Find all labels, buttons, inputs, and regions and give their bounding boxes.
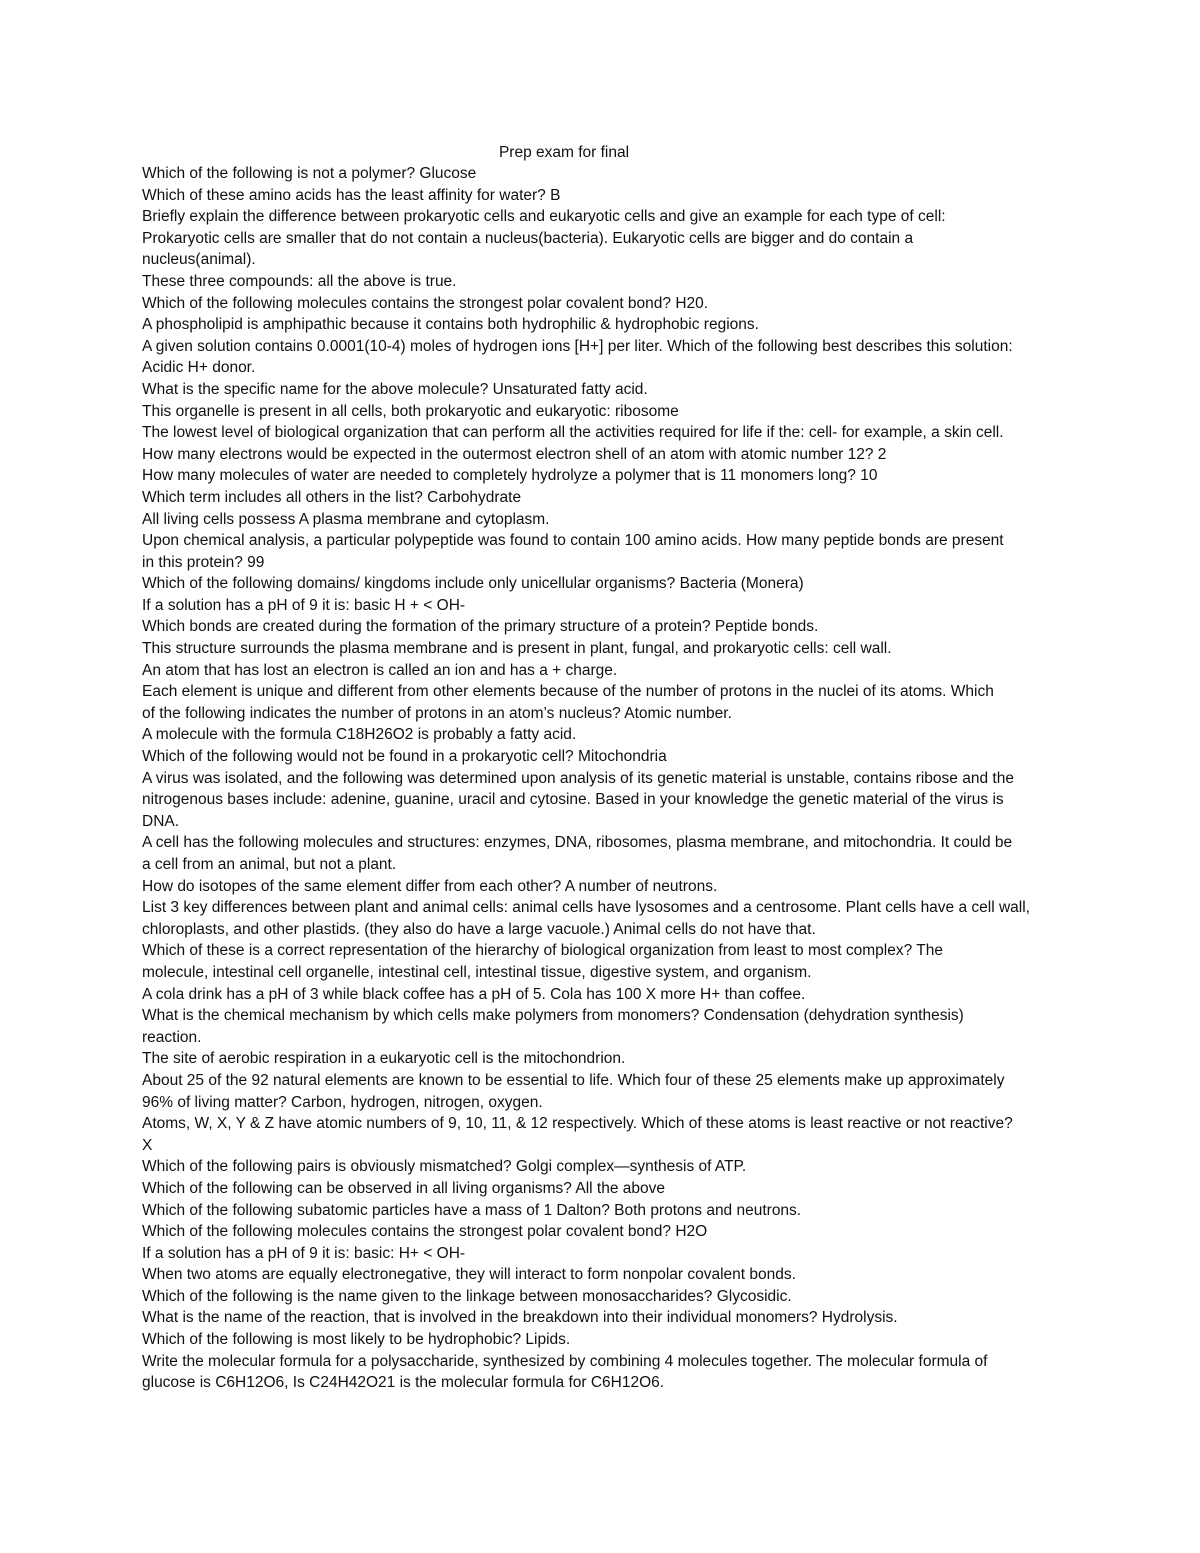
text-line: A given solution contains 0.0001(10-4) moles of hydrogen ions [H+] per liter. Which of the following best describes this solution: bbox=[142, 337, 1013, 355]
text-line: A molecule with the formula C18H26O2 is probably a fatty acid. bbox=[142, 726, 577, 744]
text-line: What is the name of the reaction, that is involved in the breakdown into their individual monomers? Hydrolysis. bbox=[142, 1309, 898, 1327]
text-line: Which of the following would not be found in a prokaryotic cell? Mitochondria bbox=[142, 748, 667, 766]
text-line: The lowest level of biological organization that can perform all the activities required for life if the: cell- for example, a skin cell. bbox=[142, 424, 1004, 442]
text-line: glucose is C6H12O6, Is C24H42O21 is the molecular formula for C6H12O6. bbox=[142, 1374, 665, 1392]
text-line: A cell has the following molecules and structures: enzymes, DNA, ribosomes, plasma membrane, and mitochondria. It could be bbox=[142, 834, 1013, 852]
text-line: Which of the following domains/ kingdoms include only unicellular organisms? Bacteria (Monera) bbox=[142, 575, 804, 593]
text-line: This structure surrounds the plasma membrane and is present in plant, fungal, and prokaryotic cells: cell wall. bbox=[142, 640, 892, 658]
text-line: What is the specific name for the above molecule? Unsaturated fatty acid. bbox=[142, 380, 648, 398]
text-line: Which of the following is most likely to be hydrophobic? Lipids. bbox=[142, 1331, 571, 1349]
text-line: Which of these amino acids has the least affinity for water? B bbox=[142, 186, 561, 204]
text-line: An atom that has lost an electron is called an ion and has a + charge. bbox=[142, 661, 618, 679]
text-line: in this protein? 99 bbox=[142, 553, 265, 571]
text-line: What is the chemical mechanism by which cells make polymers from monomers? Condensation (dehydration synthesis) bbox=[142, 1007, 964, 1025]
text-line: Each element is unique and different from other elements because of the number of protons in the nuclei of its atoms. Which bbox=[142, 683, 994, 701]
text-line: Which of the following molecules contains the strongest polar covalent bond? H2O bbox=[142, 1223, 708, 1241]
text-line: of the following indicates the number of protons in an atom’s nucleus? Atomic number. bbox=[142, 704, 732, 722]
text-line: Which of the following subatomic particles have a mass of 1 Dalton? Both protons and neutrons. bbox=[142, 1201, 802, 1219]
text-line: Prokaryotic cells are smaller that do not contain a nucleus(bacteria). Eukaryotic cells are bigger and do contain a bbox=[142, 229, 914, 247]
text-line: When two atoms are equally electronegative, they will interact to form nonpolar covalent bonds. bbox=[142, 1266, 796, 1284]
text-line: Which bonds are created during the formation of the primary structure of a protein? Peptide bonds. bbox=[142, 618, 819, 636]
text-line: How many molecules of water are needed to completely hydrolyze a polymer that is 11 monomers long? 10 bbox=[142, 467, 878, 485]
text-line: A virus was isolated, and the following was determined upon analysis of its genetic material is unstable, contains ribose and the bbox=[142, 769, 1014, 787]
text-line: If a solution has a pH of 9 it is: basic H + < OH- bbox=[142, 596, 466, 614]
text-line: How many electrons would be expected in the outermost electron shell of an atom with atomic number 12? 2 bbox=[142, 445, 887, 463]
text-line: This organelle is present in all cells, both prokaryotic and eukaryotic: ribosome bbox=[142, 402, 679, 420]
text-line: Which of these is a correct representation of the hierarchy of biological organization from least to most complex? The bbox=[142, 942, 943, 960]
text-line: 96% of living matter? Carbon, hydrogen, nitrogen, oxygen. bbox=[142, 1093, 543, 1111]
text-line: Briefly explain the difference between prokaryotic cells and eukaryotic cells and give an example for each type of cell: bbox=[142, 208, 946, 226]
text-line: About 25 of the 92 natural elements are known to be essential to life. Which four of these 25 elements make up approximately bbox=[142, 1071, 1005, 1089]
document-title: Prep exam for final bbox=[498, 144, 630, 161]
text-line: nitrogenous bases include: adenine, guanine, uracil and cytosine. Based in your knowledge the genetic material of the virus is bbox=[142, 791, 1004, 809]
text-line: DNA. bbox=[142, 812, 180, 830]
text-line: nucleus(animal). bbox=[142, 251, 256, 269]
text-line: reaction. bbox=[142, 1028, 202, 1046]
text-line: Which of the following molecules contains the strongest polar covalent bond? H20. bbox=[142, 294, 709, 312]
text-line: List 3 key differences between plant and animal cells: animal cells have lysosomes and a centrosome. Plant cells have a cell wall, bbox=[142, 899, 1030, 917]
text-line: These three compounds: all the above is true. bbox=[142, 272, 457, 290]
text-line: Which term includes all others in the list? Carbohydrate bbox=[142, 488, 522, 506]
text-line: The site of aerobic respiration in a eukaryotic cell is the mitochondrion. bbox=[142, 1050, 626, 1068]
text-line: chloroplasts, and other plastids. (they also do have a large vacuole.) Animal cells do not have that. bbox=[142, 920, 816, 938]
text-line: A cola drink has a pH of 3 while black coffee has a pH of 5. Cola has 100 X more H+ than coffee. bbox=[142, 985, 806, 1003]
text-line: Which of the following pairs is obviously mismatched? Golgi complex—synthesis of ATP. bbox=[142, 1158, 747, 1176]
document-body bbox=[142, 163, 1062, 1394]
text-line: Which of the following is not a polymer? Glucose bbox=[142, 165, 477, 182]
text-line: All living cells possess A plasma membrane and cytoplasm. bbox=[142, 510, 550, 528]
text-line: Upon chemical analysis, a particular polypeptide was found to contain 100 amino acids. How many peptide bonds are present bbox=[142, 532, 1004, 550]
text-line: Write the molecular formula for a polysaccharide, synthesized by combining 4 molecules together. The molecular formula of bbox=[142, 1352, 988, 1370]
text-line: X bbox=[142, 1136, 153, 1154]
text-line: Atoms, W, X, Y & Z have atomic numbers of 9, 10, 11, & 12 respectively. Which of these atoms is least reactive or not reactive? bbox=[142, 1115, 1013, 1133]
text-line: a cell from an animal, but not a plant. bbox=[142, 856, 397, 873]
text-line: A phospholipid is amphipathic because it contains both hydrophilic & hydrophobic regions. bbox=[142, 316, 759, 334]
text-line: molecule, intestinal cell organelle, intestinal cell, intestinal tissue, digestive system, and organism. bbox=[142, 963, 812, 981]
text-line: Acidic H+ donor. bbox=[142, 359, 256, 377]
text-line: If a solution has a pH of 9 it is: basic: H+ < OH- bbox=[142, 1244, 466, 1262]
text-line: Which of the following can be observed in all living organisms? All the above bbox=[142, 1179, 665, 1197]
text-line: How do isotopes of the same element differ from each other? A number of neutrons. bbox=[142, 877, 718, 895]
text-line: Which of the following is the name given to the linkage between monosaccharides? Glycosidic. bbox=[142, 1287, 792, 1305]
